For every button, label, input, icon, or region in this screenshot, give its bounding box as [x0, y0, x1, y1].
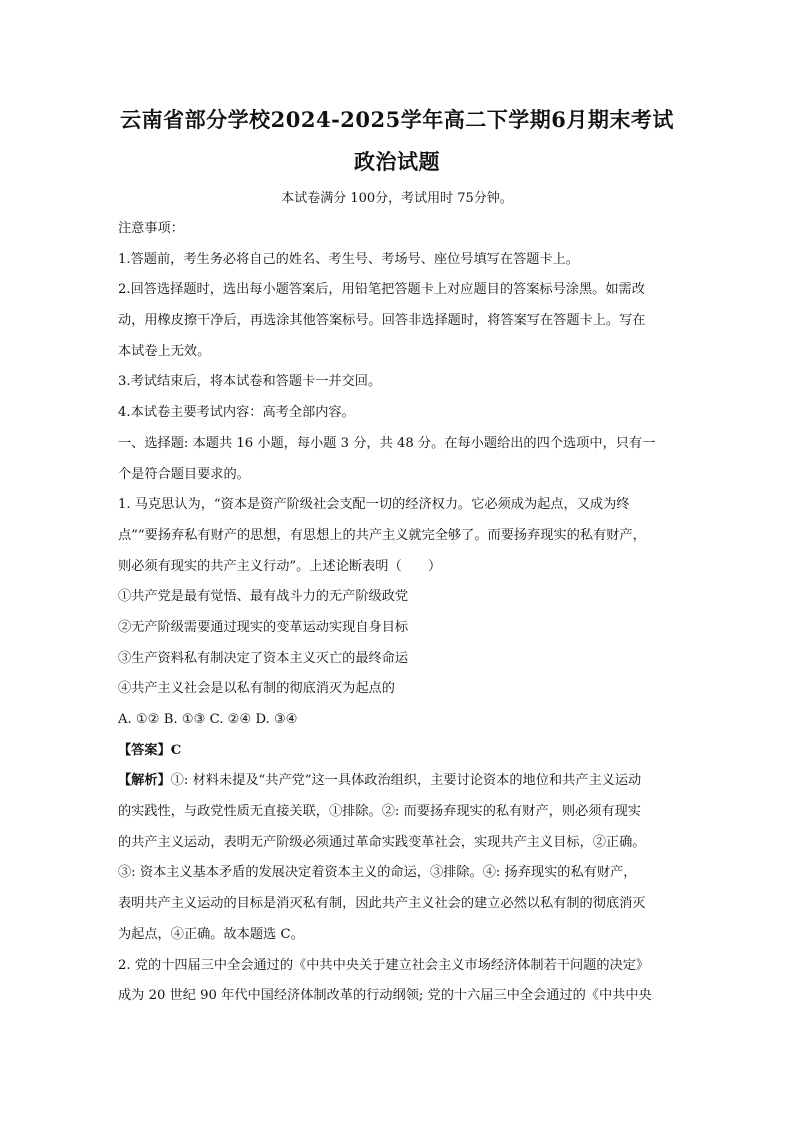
text-line: 为起点，④正确。故本题选 C。: [118, 926, 304, 942]
text-line: [118, 766, 686, 797]
text-line: 的共产主义运动，表明无产阶级必须通过革命实践变革社会，实现共产主义目标，②正确。: [118, 834, 646, 850]
text-line: ④共产主义社会是以私有制的彻底消灭为起点的: [118, 681, 395, 697]
section-text: ①: 材料未提及“共产党”这一具体政治组织，主要讨论资本的地位和共产主义运动: [170, 773, 642, 789]
text-line: ②无产阶级需要通过现实的变革运动实现自身目标: [118, 619, 409, 635]
text-line: 注意事项：: [118, 221, 184, 236]
text-line: 本试卷上无效。: [118, 343, 211, 359]
document-subtitle: 政治试题: [354, 149, 440, 174]
document-title: 云南省部分学校2024-2025学年高二下学期6月期末考试: [120, 107, 674, 132]
text-line: 3.考试结束后，将本试卷和答题卡一并交回。: [118, 374, 382, 390]
text-line: 则必须有现实的共产主义行动”。上述论断表明（ ）: [118, 558, 442, 574]
text-line: 1. 马克思认为，“资本是资产阶级社会支配一切的经济权力。它必须成为起点，又成为终: [118, 497, 630, 513]
text-line: 成为 20 世纪 90 年代中国经济体制改革的行动纲领; 党的十六届三中全会通过的《中共中央: [118, 988, 652, 1004]
text-line: A. ①② B. ①③ C. ②④ D. ③④: [118, 712, 298, 727]
text-line: ①共产党是最有觉悟、最有战斗力的无产阶级政党: [118, 589, 409, 605]
exam-info: 本试卷满分 100分，考试用时 75分钟。: [281, 191, 513, 206]
text-line: 一、选择题: 本题共 16 小题，每小题 3 分，共 48 分。在每小题给出的四个选项中，只有一: [118, 435, 656, 451]
section-label: 【解析】: [118, 773, 171, 789]
text-line: ③: 资本主义基本矛盾的发展决定着资本主义的命运，③排除。④: 扬弃现实的私有财产，: [118, 865, 637, 881]
text-line: 1.答题前，考生务必将自己的姓名、考生号、考场号、座位号填写在答题卡上。: [118, 251, 579, 267]
text-line: 动，用橡皮擦干净后，再选涂其他答案标号。回答非选择题时，将答案写在答题卡上。写在: [118, 313, 646, 329]
text-line: 2. 党的十四届三中全会通过的《中共中央关于建立社会主义市场经济体制若干问题的决定》: [118, 957, 650, 973]
text-line: 【答案】C: [118, 742, 182, 758]
text-line: 的实践性，与政党性质无直接关联，①排除。②: 而要扬弃现实的私有财产，则必须有现实: [118, 804, 641, 820]
text-line: 4.本试卷主要考试内容：高考全部内容。: [118, 405, 355, 421]
text-line: 点”“要扬弃私有财产的思想，有思想上的共产主义就完全够了。而要扬弃现实的私有财产，: [118, 527, 646, 543]
document-body: [118, 214, 686, 1012]
text-line: 表明共产主义运动的目标是消灭私有制，因此共产主义社会的建立必然以私有制的彻底消灭: [118, 896, 646, 912]
text-line: 2.回答选择题时，选出每小题答案后，用铅笔把答题卡上对应题目的答案标号涂黑。如需改: [118, 282, 645, 298]
text-line: 个是符合题目要求的。: [118, 466, 250, 482]
text-line: ③生产资料私有制决定了资本主义灭亡的最终命运: [118, 650, 409, 666]
